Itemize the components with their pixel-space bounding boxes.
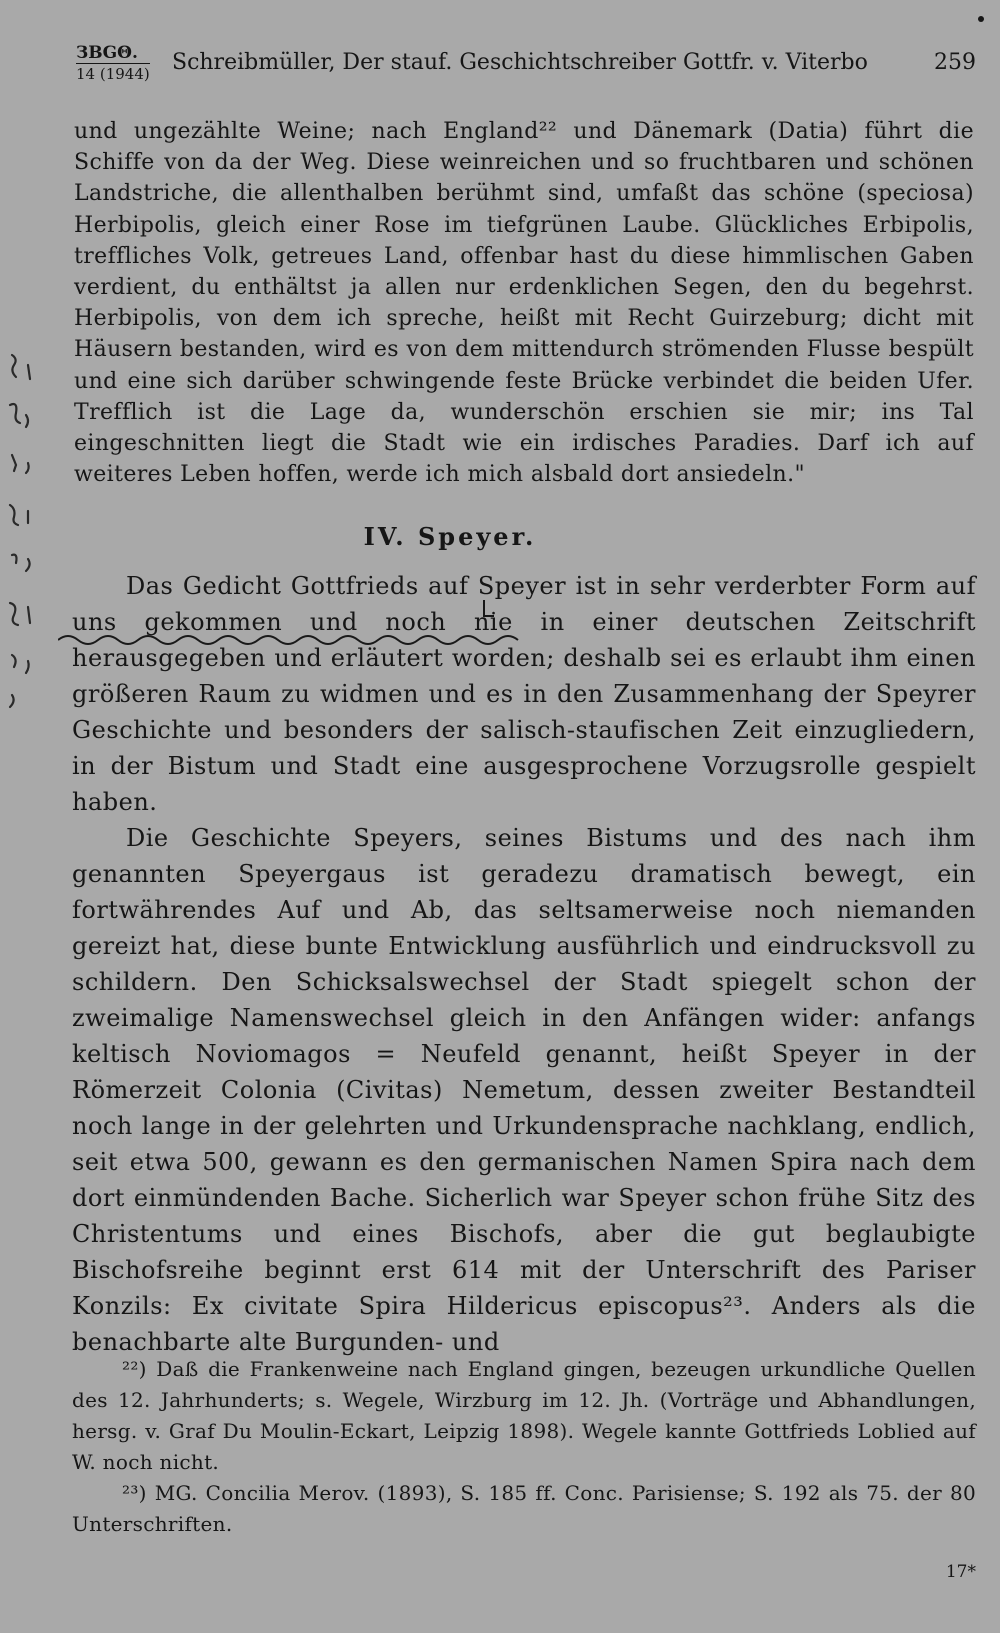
speck-mark: [978, 16, 984, 22]
journal-abbr: ЗВGΘ.: [76, 43, 138, 63]
signature-mark: 17*: [945, 1562, 976, 1582]
journal-reference: [76, 44, 150, 84]
paragraph-quote-continuation: und ungezählte Weine; nach England²² und Dänemark (Datia) führt die Schiffe von da der Weg. Diese weinreichen und so fruchtbaren und schönen Landstriche, die allenthalben berühmt sind, umfaßt das schöne (speciosa) Herbipolis, gleich einer Rose im tiefgrünen Laube. Glückliches Erbipolis, treffliches Volk, getreues Land, offenbar hast du diese himmlischen Gaben verdient, du enthältst ja allen nur erdenklichen Segen, den du begehrst. Herbipolis, von dem ich spreche, heißt mit Recht Guirzeburg; dicht mit Häusern bestanden, wird es von dem mittendurch strömenden Flusse bespült und eine sich darüber schwingende feste Brücke verbindet die beiden Ufer. Trefflich ist die Lage da, wunderschön erschien sie mir; ins Tal eingeschnitten liegt die Stadt wie ein irdisches Paradies. Darf ich auf weiteres Leben hoffen, werde ich mich alsbald dort ansiedeln.": [74, 119, 974, 488]
paragraph-speyer-poem: Das Gedicht Gottfrieds auf Speyer ist in sehr verderbter Form auf uns gekommen und noch nie in einer deutschen Zeitschrift herausgegeben und erläutert worden; deshalb sei es erlaubt ihm einen größeren Raum zu widmen und es in den Zusammenhang der Speyrer Geschichte und besonders der salisch-staufischen Zeit einzugliedern, in der Bistum und Stadt eine ausgesprochene Vorzugsrolle gespielt haben.: [72, 572, 976, 816]
page-number: 259: [934, 50, 976, 75]
handwritten-note-icon: [2, 345, 42, 715]
journal-volume: 14 (1944): [76, 65, 150, 83]
running-title: Schreibmüller, Der stauf. Geschichtschreiber Gottfr. v. Viterbo: [172, 50, 868, 75]
body-text-lower: [72, 568, 976, 1360]
footnote-23: ²³) MG. Concilia Merov. (1893), S. 185 ff. Conc. Parisiense; S. 192 als 75. der 80 Unterschriften.: [72, 1481, 976, 1536]
footnotes: [72, 1354, 976, 1540]
body-text-upper: [74, 116, 974, 490]
wavy-underline-icon: [58, 632, 528, 648]
insertion-caret-icon: [482, 598, 496, 620]
page-header: [76, 44, 976, 84]
paragraph-speyer-history: Die Geschichte Speyers, seines Bistums und des nach ihm genannten Speyergaus ist geradezu dramatisch bewegt, ein fortwährendes Auf und Ab, das seltsamerweise noch niemanden gereizt hat, diese bunte Entwicklung ausführlich und eindrucksvoll zu schildern. Den Schicksalswechsel der Stadt spiegelt schon der zweimalige Namenswechsel gleich in den Anfängen wider: anfangs keltisch Noviomagos = Neufeld genannt, heißt Speyer in der Römerzeit Colonia (Civitas) Nemetum, dessen zweiter Bestandteil noch lange in der gelehrten und Urkundensprache nachklang, endlich, seit etwa 500, gewann es den germanischen Namen Spira nach dem dort einmündenden Bache. Sicherlich war Speyer schon frühe Sitz des Christentums und eines Bischofs, aber die gut beglaubigte Bischofsreihe beginnt erst 614 mit der Unterschrift des Pariser Konzils: Ex civitate Spira Hildericus episcopus²³. Anders als die benachbarte alte Burgunden- und: [72, 824, 976, 1356]
footnote-22: ²²) Daß die Frankenweine nach England gingen, bezeugen urkundliche Quellen des 12. Jahrhunderts; s. Wegele, Wirzburg im 12. Jh. (Vorträge und Abhandlungen, hersg. v. Graf Du Moulin-Eckart, Leipzig 1898). Wegele kannte Gottfrieds Loblied auf W. noch nicht.: [72, 1357, 976, 1474]
handwriting-scribble-icon: [2, 345, 42, 715]
section-heading: IV. Speyer.: [363, 522, 537, 551]
